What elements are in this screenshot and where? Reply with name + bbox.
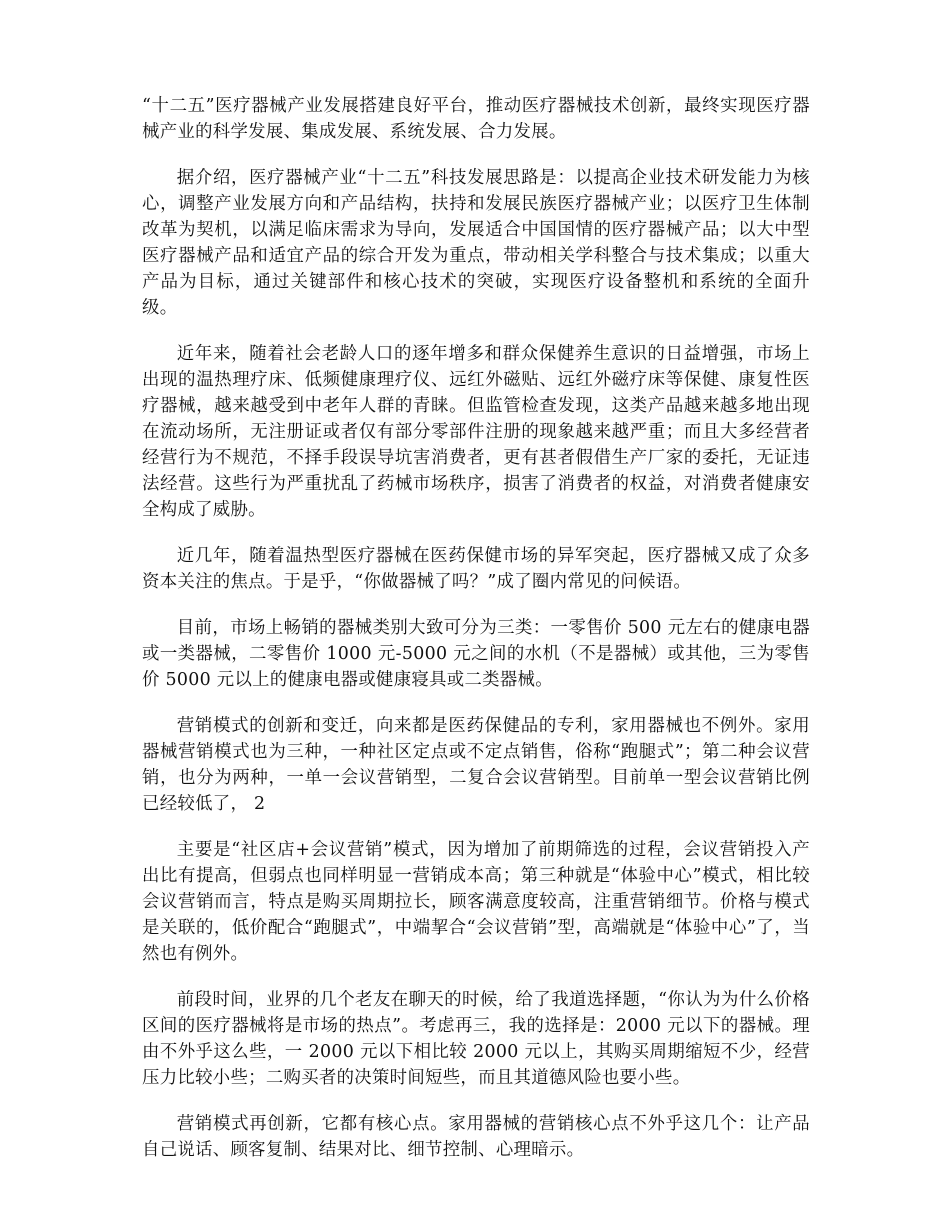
paragraph-1: “十二五”医疗器械产业发展搭建良好平台，推动医疗器械技术创新，最终实现医疗器械产业的科学发展、集成发展、系统发展、合力发展。 (142, 96, 810, 142)
paragraph-8: 前段时间，业界的几个老友在聊天的时候，给了我道选择题，“你认为为什么价格区间的医疗器械将是市场的热点”。考虑再三，我的选择是：2000 元以下的器械。理由不外乎这么些，一 2000 元以下相比较 2000 元以上，其购买周期缩短不少，经营压力比较小些；二购买者的决策时间短些，而且其道德风险也要小些。 (142, 990, 810, 1088)
paragraph-3: 近年来，随着社会老龄人口的逐年增多和群众保健养生意识的日益增强，市场上出现的温热理疗床、低频健康理疗仪、远红外磁贴、远红外磁疗床等保健、康复性医疗器械，越来越受到中老年人群的青睐。但监管检查发现，这类产品越来越多地出现在流动场所，无注册证或者仅有部分零部件注册的现象越来越严重；而且大多经营者经营行为不规范，不择手段误导坑害消费者，更有甚者假借生产厂家的委托，无证违法经营。这些行为严重扰乱了药械市场秩序，损害了消费者的权益，对消费者健康安全构成了威胁。 (142, 344, 810, 520)
paragraph-5: 目前，市场上畅销的器械类别大致可分为三类：一零售价 500 元左右的健康电器或一类器械，二零售价 1000 元-5000 元之间的水机（不是器械）或其他，三为零售价 5000 元以上的健康电器或健康寝具或二类器械。 (142, 618, 810, 690)
document-body (142, 93, 810, 1183)
paragraph-4: 近几年，随着温热型医疗器械在医药保健市场的异军突起，医疗器械又成了众多资本关注的焦点。于是乎，“你做器械了吗？”成了圈内常见的问候语。 (142, 546, 810, 592)
paragraph-9: 营销模式再创新，它都有核心点。家用器械的营销核心点不外乎这几个：让产品自己说话、顾客复制、结果对比、细节控制、心理暗示。 (142, 1114, 810, 1160)
paragraph-2: 据介绍，医疗器械产业“十二五”科技发展思路是：以提高企业技术研发能力为核心，调整产业发展方向和产品结构，扶持和发展民族医疗器械产业；以医疗卫生体制改革为契机，以满足临床需求为导向，发展适合中国国情的医疗器械产品；以大中型医疗器械产品和适宜产品的综合开发为重点，带动相关学科整合与技术集成；以重大产品为目标，通过关键部件和核心技术的突破，实现医疗设备整机和系统的全面升级。 (142, 168, 810, 318)
paragraph-6: 营销模式的创新和变迁，向来都是医药保健品的专利，家用器械也不例外。家用器械营销模式也为三种，一种社区定点或不定点销售，俗称“跑腿式”；第二种会议营销，也分为两种，一单一会议营销型，二复合会议营销型。目前单一型会议营销比例已经较低了， 2 (142, 716, 810, 814)
paragraph-7: 主要是“社区店+会议营销”模式，因为增加了前期筛选的过程，会议营销投入产出比有提高，但弱点也同样明显一营销成本高；第三种就是“体验中心”模式，相比较会议营销而言，特点是购买周期拉长，顾客满意度较高，注重营销细节。价格与模式是关联的，低价配合“跑腿式”，中端挈合“会议营销”型，高端就是“体验中心”了，当然也有例外。 (142, 840, 810, 964)
